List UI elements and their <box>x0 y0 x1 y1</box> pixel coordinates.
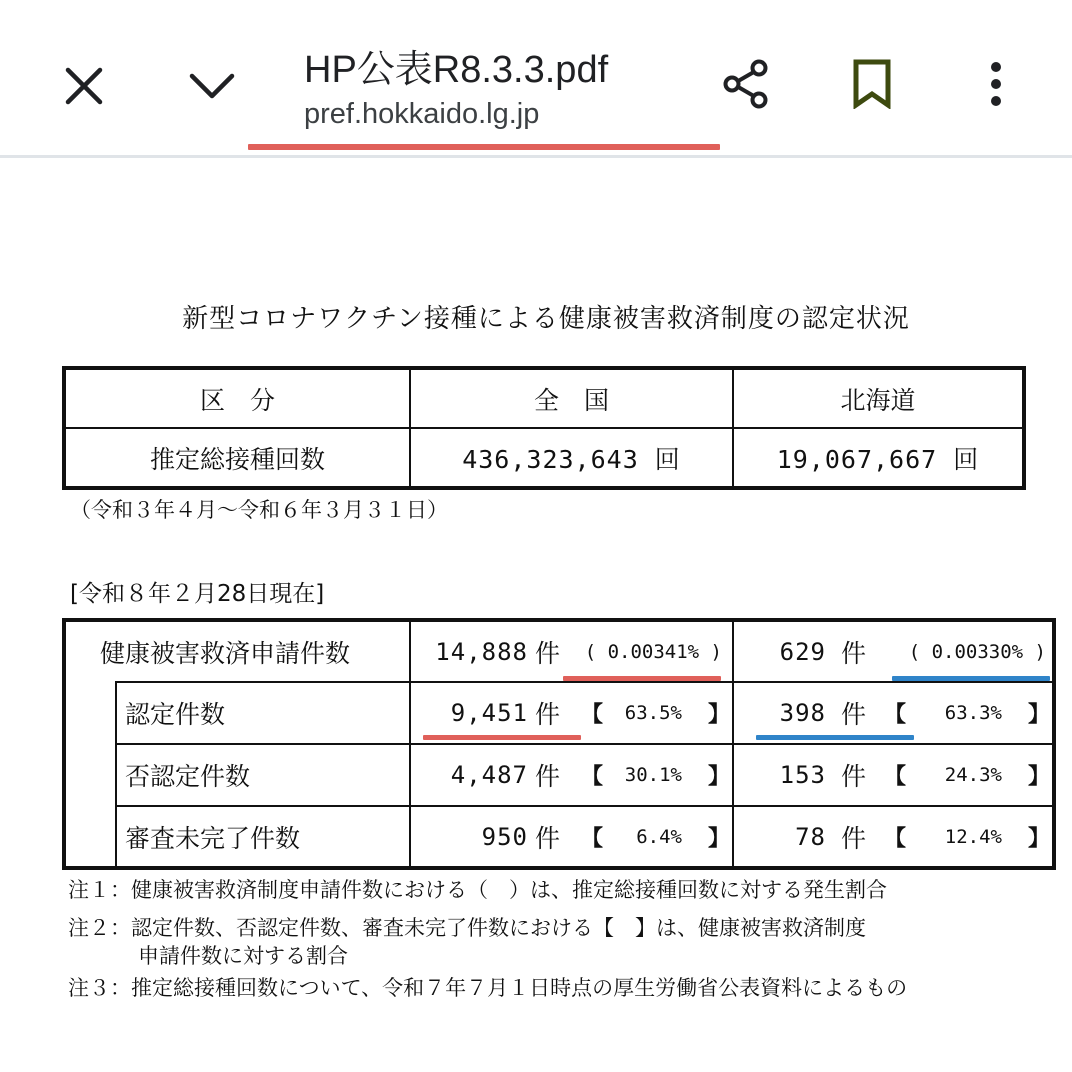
row-label-total-doses: 推定総接種回数 <box>64 428 410 488</box>
national-rate-underline <box>563 676 721 681</box>
national-pending-count: 950 <box>481 822 528 851</box>
bracket-close: 】 <box>1027 826 1050 851</box>
hokkaido-applications-rate: ( 0.00330% ) <box>908 640 1046 663</box>
close-button[interactable] <box>56 58 112 114</box>
more-vert-icon <box>986 60 1006 108</box>
collapse-button[interactable] <box>184 58 240 114</box>
hokkaido-denied-unit: 件 <box>840 762 866 791</box>
hokkaido-approved-rate: 63.3% <box>944 702 1002 724</box>
more-options-button[interactable] <box>968 54 1024 114</box>
national-applications-rate: ( 0.00341% ) <box>584 640 722 663</box>
note-3: 注３：推定総接種回数について、令和７年７月１日時点の厚生労働省公表資料によるもの <box>68 976 908 1000</box>
national-applications-count: 14,888 <box>435 637 528 666</box>
hokkaido-pending-count: 78 <box>795 822 826 851</box>
note-2: 注２：認定件数、否認定件数、審査未完了件数における【 】は、健康被害救済制度 <box>68 916 866 940</box>
indent-cell <box>64 682 116 868</box>
bracket-close: 】 <box>1027 702 1050 728</box>
bracket-open: 【 <box>884 826 907 851</box>
document-heading: 新型コロナワクチン接種による健康被害救済制度の認定状況 <box>182 304 910 334</box>
title-highlight-underline <box>248 144 720 150</box>
header-national: 全 国 <box>410 368 733 428</box>
label-applications: 健康被害救済申請件数 <box>100 638 351 668</box>
label-approved: 認定件数 <box>125 700 226 729</box>
header-category: 区 分 <box>64 368 410 428</box>
bracket-close: 】 <box>1027 764 1050 790</box>
header-hokkaido: 北海道 <box>733 368 1024 428</box>
vaccination-count-table <box>62 366 1026 490</box>
hokkaido-pending-rate: 12.4% <box>944 825 1002 848</box>
document-domain: pref.hokkaido.lg.jp <box>304 98 540 130</box>
hokkaido-approved-count: 398 <box>779 699 826 727</box>
label-denied: 否認定件数 <box>125 762 251 791</box>
app-bar <box>0 0 1072 158</box>
hokkaido-rate-underline <box>892 676 1050 681</box>
period-note: （令和３年４月～令和６年３月３１日） <box>70 498 448 522</box>
national-denied-count: 4,487 <box>450 761 528 789</box>
national-pending-unit: 件 <box>534 823 560 853</box>
national-approved-rate: 63.5% <box>624 702 682 724</box>
hokkaido-applications-count: 629 <box>779 637 826 666</box>
national-applications-unit: 件 <box>534 638 560 668</box>
bracket-close: 】 <box>707 702 730 728</box>
bracket-open: 【 <box>884 702 907 728</box>
bracket-open: 【 <box>581 826 604 851</box>
hokkaido-approved-underline <box>756 735 914 740</box>
title-block[interactable] <box>248 30 720 150</box>
share-icon <box>719 57 773 111</box>
relief-status-table <box>62 618 1056 870</box>
national-approved-count: 9,451 <box>450 699 528 727</box>
national-denied-unit: 件 <box>534 762 560 791</box>
national-total-doses: 436,323,643 回 <box>410 428 733 488</box>
national-pending-rate: 6.4% <box>636 825 682 848</box>
footnotes <box>68 876 907 1002</box>
chevron-down-icon <box>188 71 236 101</box>
hokkaido-approved-unit: 件 <box>840 700 866 729</box>
document-title: HP公表R8.3.3.pdf <box>304 49 609 91</box>
national-approved-unit: 件 <box>534 700 560 729</box>
bookmark-icon <box>852 59 892 109</box>
national-denied-rate: 30.1% <box>624 764 682 786</box>
share-button[interactable] <box>716 54 776 114</box>
national-approved-underline <box>423 735 581 740</box>
note-2-continued: 申請件数に対する割合 <box>138 944 348 968</box>
label-pending: 審査未完了件数 <box>125 823 301 853</box>
bracket-close: 】 <box>707 764 730 790</box>
note-1: 注１：健康被害救済制度申請件数における（ ）は、推定総接種回数に対する発生割合 <box>68 878 887 902</box>
bracket-open: 【 <box>581 702 604 728</box>
bracket-open: 【 <box>581 764 604 790</box>
bookmark-button[interactable] <box>842 54 902 114</box>
as-of-date: [令和８年２月28日現在] <box>70 581 325 607</box>
hokkaido-total-doses: 19,067,667 回 <box>733 428 1024 488</box>
hokkaido-denied-count: 153 <box>779 761 826 789</box>
hokkaido-pending-unit: 件 <box>840 823 866 853</box>
hokkaido-applications-unit: 件 <box>840 638 866 668</box>
close-icon <box>64 66 104 106</box>
bracket-open: 【 <box>884 764 907 790</box>
bracket-close: 】 <box>707 826 730 851</box>
hokkaido-denied-rate: 24.3% <box>944 764 1002 786</box>
